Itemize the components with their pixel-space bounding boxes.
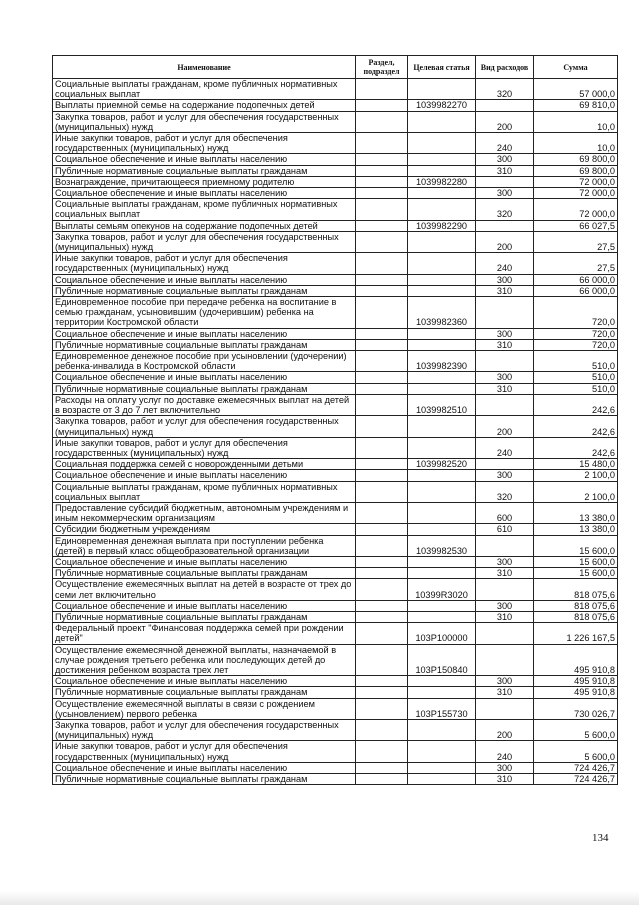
table-row	[53, 556, 618, 567]
row-target-article	[408, 568, 476, 579]
row-expense-kind: 300	[476, 274, 534, 285]
header-kind: Вид расходов	[476, 56, 534, 79]
table-row	[53, 502, 618, 523]
table-row	[53, 274, 618, 285]
row-target-article: 103P150840	[408, 644, 476, 676]
row-name: Публичные нормативные социальные выплаты гражданам	[53, 611, 356, 622]
row-sum: 730 026,7	[534, 698, 618, 719]
row-name: Социальные выплаты гражданам, кроме публичных нормативных социальных выплат	[53, 481, 356, 502]
table-row	[53, 231, 618, 252]
row-sum: 57 000,0	[534, 79, 618, 100]
row-sum: 2 100,0	[534, 481, 618, 502]
scan-edge	[0, 891, 639, 905]
table-row	[53, 154, 618, 165]
row-name: Публичные нормативные социальные выплаты гражданам	[53, 339, 356, 350]
row-target-article: 1039982390	[408, 351, 476, 372]
row-expense-kind: 310	[476, 339, 534, 350]
table-row	[53, 611, 618, 622]
table-row	[53, 774, 618, 785]
row-sum: 818 075,6	[534, 600, 618, 611]
row-sum: 69 800,0	[534, 165, 618, 176]
row-section	[356, 154, 408, 165]
row-expense-kind	[476, 100, 534, 111]
row-expense-kind	[476, 459, 534, 470]
row-name: Осуществление ежемесячных выплат на детей в возрасте от трех до семи лет включительно	[53, 579, 356, 600]
row-section	[356, 297, 408, 329]
table-row	[53, 253, 618, 274]
row-name: Иные закупки товаров, работ и услуг для обеспечения государственных (муниципальных) нужд	[53, 133, 356, 154]
table-row	[53, 535, 618, 556]
row-name: Единовременное денежное пособие при усыновлении (удочерении) ребенка-инвалида в Костромской области	[53, 351, 356, 372]
row-section	[356, 481, 408, 502]
row-target-article	[408, 274, 476, 285]
row-target-article	[408, 165, 476, 176]
row-sum: 15 600,0	[534, 556, 618, 567]
row-expense-kind: 300	[476, 154, 534, 165]
table-row	[53, 644, 618, 676]
row-section	[356, 556, 408, 567]
table-row	[53, 111, 618, 132]
row-section	[356, 719, 408, 740]
row-sum: 510,0	[534, 383, 618, 394]
row-sum: 242,6	[534, 437, 618, 458]
row-name: Публичные нормативные социальные выплаты гражданам	[53, 568, 356, 579]
row-target-article	[408, 687, 476, 698]
row-section	[356, 644, 408, 676]
row-section	[356, 383, 408, 394]
row-name: Предоставление субсидий бюджетным, автономным учреждениям и иным некоммерческим организациям	[53, 502, 356, 523]
row-target-article: 10399R3020	[408, 579, 476, 600]
row-section	[356, 502, 408, 523]
row-expense-kind: 310	[476, 687, 534, 698]
row-expense-kind: 610	[476, 524, 534, 535]
row-sum: 72 000,0	[534, 188, 618, 199]
row-sum: 724 426,7	[534, 762, 618, 773]
row-target-article	[408, 741, 476, 762]
row-target-article: 1039982360	[408, 297, 476, 329]
table-row	[53, 339, 618, 350]
table-row	[53, 416, 618, 437]
row-name: Осуществление ежемесячной выплаты в связи с рождением (усыновлением) первого ребенка	[53, 698, 356, 719]
table-row	[53, 220, 618, 231]
header-sum: Сумма	[534, 56, 618, 79]
table-row	[53, 328, 618, 339]
row-expense-kind: 300	[476, 372, 534, 383]
row-expense-kind: 200	[476, 719, 534, 740]
row-section	[356, 762, 408, 773]
row-section	[356, 372, 408, 383]
row-target-article	[408, 676, 476, 687]
row-section	[356, 79, 408, 100]
row-sum: 66 000,0	[534, 274, 618, 285]
row-target-article: 1039982290	[408, 220, 476, 231]
row-target-article	[408, 328, 476, 339]
row-section	[356, 611, 408, 622]
row-section	[356, 285, 408, 296]
row-target-article	[408, 154, 476, 165]
table-row	[53, 372, 618, 383]
table-header-row	[53, 56, 618, 79]
row-name: Социальное обеспечение и иные выплаты населению	[53, 372, 356, 383]
row-sum: 720,0	[534, 297, 618, 329]
table-row	[53, 623, 618, 644]
row-name: Иные закупки товаров, работ и услуг для обеспечения государственных (муниципальных) нужд	[53, 437, 356, 458]
row-name: Социальное обеспечение и иные выплаты населению	[53, 188, 356, 199]
table-row	[53, 383, 618, 394]
row-section	[356, 394, 408, 415]
table-row	[53, 176, 618, 187]
row-section	[356, 600, 408, 611]
row-sum: 818 075,6	[534, 579, 618, 600]
table-row	[53, 459, 618, 470]
table-row	[53, 470, 618, 481]
row-name: Федеральный проект "Финансовая поддержка семей при рождении детей"	[53, 623, 356, 644]
row-name: Социальное обеспечение и иные выплаты населению	[53, 328, 356, 339]
row-expense-kind: 240	[476, 133, 534, 154]
row-target-article: 1039982280	[408, 176, 476, 187]
page-number: 134	[592, 832, 609, 844]
row-section	[356, 535, 408, 556]
row-name: Выплаты приемной семье на содержание подопечных детей	[53, 100, 356, 111]
row-expense-kind: 200	[476, 416, 534, 437]
row-section	[356, 176, 408, 187]
row-sum: 15 480,0	[534, 459, 618, 470]
row-target-article	[408, 79, 476, 100]
row-sum: 69 800,0	[534, 154, 618, 165]
row-sum: 495 910,8	[534, 676, 618, 687]
row-target-article: 103P100000	[408, 623, 476, 644]
row-expense-kind: 310	[476, 383, 534, 394]
table-row	[53, 524, 618, 535]
row-target-article	[408, 416, 476, 437]
row-target-article	[408, 133, 476, 154]
row-name: Социальное обеспечение и иные выплаты населению	[53, 274, 356, 285]
row-expense-kind	[476, 220, 534, 231]
row-sum: 27,5	[534, 253, 618, 274]
row-sum: 495 910,8	[534, 687, 618, 698]
table-row	[53, 719, 618, 740]
row-sum: 5 600,0	[534, 741, 618, 762]
row-expense-kind	[476, 623, 534, 644]
row-expense-kind: 600	[476, 502, 534, 523]
row-name: Осуществление ежемесячной денежной выплаты, назначаемой в случае рождения третьего ребенка или последующих детей до достижения ребенком возраста трех лет	[53, 644, 356, 676]
row-expense-kind: 320	[476, 481, 534, 502]
table-row	[53, 351, 618, 372]
row-section	[356, 188, 408, 199]
row-section	[356, 437, 408, 458]
table-row	[53, 297, 618, 329]
row-sum: 242,6	[534, 416, 618, 437]
row-expense-kind: 300	[476, 470, 534, 481]
row-target-article	[408, 524, 476, 535]
row-section	[356, 274, 408, 285]
row-expense-kind: 300	[476, 328, 534, 339]
budget-table	[52, 55, 618, 785]
table-row	[53, 741, 618, 762]
row-name: Вознаграждение, причитающееся приемному родителю	[53, 176, 356, 187]
table-body	[53, 79, 618, 785]
row-target-article: 1039982520	[408, 459, 476, 470]
row-sum: 15 600,0	[534, 568, 618, 579]
row-sum: 495 910,8	[534, 644, 618, 676]
row-sum: 66 027,5	[534, 220, 618, 231]
row-expense-kind: 240	[476, 437, 534, 458]
row-name: Закупка товаров, работ и услуг для обеспечения государственных (муниципальных) нужд	[53, 416, 356, 437]
row-expense-kind: 240	[476, 741, 534, 762]
row-sum: 13 380,0	[534, 524, 618, 535]
row-expense-kind: 300	[476, 600, 534, 611]
row-target-article	[408, 285, 476, 296]
row-name: Единовременное пособие при передаче ребенка на воспитание в семью гражданам, усыновившим (удочерившим) ребенка на территории Костромской области	[53, 297, 356, 329]
row-target-article	[408, 762, 476, 773]
row-section	[356, 133, 408, 154]
row-sum: 15 600,0	[534, 535, 618, 556]
row-section	[356, 687, 408, 698]
row-name: Единовременная денежная выплата при поступлении ребенка (детей) в первый класс общеобразовательной организации	[53, 535, 356, 556]
row-name: Публичные нормативные социальные выплаты гражданам	[53, 774, 356, 785]
row-expense-kind: 300	[476, 188, 534, 199]
row-name: Иные закупки товаров, работ и услуг для обеспечения государственных (муниципальных) нужд	[53, 253, 356, 274]
row-expense-kind: 320	[476, 199, 534, 220]
table-row	[53, 579, 618, 600]
table-row	[53, 100, 618, 111]
row-expense-kind	[476, 644, 534, 676]
row-section	[356, 339, 408, 350]
row-target-article: 1039982510	[408, 394, 476, 415]
table-row	[53, 568, 618, 579]
row-sum: 510,0	[534, 372, 618, 383]
row-name: Расходы на оплату услуг по доставке ежемесячных выплат на детей в возрасте от 3 до 7 лет включительно	[53, 394, 356, 415]
table-row	[53, 133, 618, 154]
row-expense-kind: 310	[476, 165, 534, 176]
row-sum: 2 100,0	[534, 470, 618, 481]
row-expense-kind: 200	[476, 111, 534, 132]
row-name: Публичные нормативные социальные выплаты гражданам	[53, 383, 356, 394]
row-name: Закупка товаров, работ и услуг для обеспечения государственных (муниципальных) нужд	[53, 719, 356, 740]
row-sum: 5 600,0	[534, 719, 618, 740]
row-target-article	[408, 339, 476, 350]
table-row	[53, 165, 618, 176]
row-name: Публичные нормативные социальные выплаты гражданам	[53, 687, 356, 698]
row-target-article	[408, 556, 476, 567]
row-target-article	[408, 774, 476, 785]
row-expense-kind: 240	[476, 253, 534, 274]
row-target-article	[408, 253, 476, 274]
table-row	[53, 285, 618, 296]
row-expense-kind	[476, 579, 534, 600]
row-name: Социальная поддержка семей с новорожденными детьми	[53, 459, 356, 470]
row-target-article	[408, 470, 476, 481]
row-target-article: 1039982270	[408, 100, 476, 111]
table-row	[53, 676, 618, 687]
row-sum: 510,0	[534, 351, 618, 372]
table-row	[53, 481, 618, 502]
header-target: Целевая статья	[408, 56, 476, 79]
row-name: Социальное обеспечение и иные выплаты населению	[53, 600, 356, 611]
row-sum: 13 380,0	[534, 502, 618, 523]
row-section	[356, 111, 408, 132]
table-row	[53, 394, 618, 415]
header-name: Наименование	[53, 56, 356, 79]
row-target-article	[408, 199, 476, 220]
table-row	[53, 188, 618, 199]
row-name: Социальное обеспечение и иные выплаты населению	[53, 762, 356, 773]
row-name: Социальное обеспечение и иные выплаты населению	[53, 154, 356, 165]
row-expense-kind: 310	[476, 285, 534, 296]
row-expense-kind	[476, 351, 534, 372]
row-expense-kind: 310	[476, 774, 534, 785]
row-target-article	[408, 231, 476, 252]
row-expense-kind: 320	[476, 79, 534, 100]
row-name: Иные закупки товаров, работ и услуг для обеспечения государственных (муниципальных) нужд	[53, 741, 356, 762]
row-expense-kind	[476, 297, 534, 329]
row-target-article	[408, 383, 476, 394]
row-section	[356, 579, 408, 600]
row-sum: 1 226 167,5	[534, 623, 618, 644]
row-expense-kind: 310	[476, 568, 534, 579]
row-section	[356, 328, 408, 339]
row-section	[356, 741, 408, 762]
row-sum: 10,0	[534, 111, 618, 132]
row-target-article	[408, 372, 476, 383]
table-row	[53, 698, 618, 719]
row-name: Субсидии бюджетным учреждениям	[53, 524, 356, 535]
row-expense-kind	[476, 698, 534, 719]
table-row	[53, 199, 618, 220]
row-target-article: 103P155730	[408, 698, 476, 719]
table-row	[53, 437, 618, 458]
row-target-article: 1039982530	[408, 535, 476, 556]
row-sum: 72 000,0	[534, 199, 618, 220]
row-expense-kind	[476, 535, 534, 556]
row-expense-kind: 300	[476, 676, 534, 687]
row-target-article	[408, 481, 476, 502]
row-name: Выплаты семьям опекунов на содержание подопечных детей	[53, 220, 356, 231]
row-name: Публичные нормативные социальные выплаты гражданам	[53, 285, 356, 296]
row-sum: 720,0	[534, 328, 618, 339]
row-expense-kind: 300	[476, 762, 534, 773]
row-section	[356, 220, 408, 231]
row-sum: 66 000,0	[534, 285, 618, 296]
row-target-article	[408, 437, 476, 458]
row-section	[356, 524, 408, 535]
row-section	[356, 470, 408, 481]
table-row	[53, 762, 618, 773]
row-name: Закупка товаров, работ и услуг для обеспечения государственных (муниципальных) нужд	[53, 231, 356, 252]
row-target-article	[408, 719, 476, 740]
row-target-article	[408, 188, 476, 199]
row-section	[356, 416, 408, 437]
row-target-article	[408, 111, 476, 132]
row-section	[356, 351, 408, 372]
row-section	[356, 698, 408, 719]
row-expense-kind: 200	[476, 231, 534, 252]
row-name: Публичные нормативные социальные выплаты гражданам	[53, 165, 356, 176]
row-sum: 724 426,7	[534, 774, 618, 785]
row-name: Социальное обеспечение и иные выплаты населению	[53, 470, 356, 481]
row-target-article	[408, 502, 476, 523]
row-expense-kind	[476, 394, 534, 415]
row-sum: 818 075,6	[534, 611, 618, 622]
table-row	[53, 687, 618, 698]
row-section	[356, 774, 408, 785]
header-section: Раздел, подраздел	[356, 56, 408, 79]
table-row	[53, 79, 618, 100]
row-target-article	[408, 611, 476, 622]
row-expense-kind: 300	[476, 556, 534, 567]
row-sum: 242,6	[534, 394, 618, 415]
row-sum: 72 000,0	[534, 176, 618, 187]
table-row	[53, 600, 618, 611]
row-name: Социальное обеспечение и иные выплаты населению	[53, 556, 356, 567]
row-sum: 10,0	[534, 133, 618, 154]
row-name: Социальные выплаты гражданам, кроме публичных нормативных социальных выплат	[53, 79, 356, 100]
row-name: Закупка товаров, работ и услуг для обеспечения государственных (муниципальных) нужд	[53, 111, 356, 132]
row-target-article	[408, 600, 476, 611]
row-sum: 69 810,0	[534, 100, 618, 111]
row-section	[356, 199, 408, 220]
row-section	[356, 568, 408, 579]
row-section	[356, 231, 408, 252]
row-expense-kind: 310	[476, 611, 534, 622]
row-section	[356, 623, 408, 644]
row-section	[356, 165, 408, 176]
row-section	[356, 459, 408, 470]
row-section	[356, 100, 408, 111]
row-section	[356, 676, 408, 687]
row-sum: 27,5	[534, 231, 618, 252]
row-name: Социальные выплаты гражданам, кроме публичных нормативных социальных выплат	[53, 199, 356, 220]
row-expense-kind	[476, 176, 534, 187]
row-section	[356, 253, 408, 274]
row-name: Социальное обеспечение и иные выплаты населению	[53, 676, 356, 687]
row-sum: 720,0	[534, 339, 618, 350]
